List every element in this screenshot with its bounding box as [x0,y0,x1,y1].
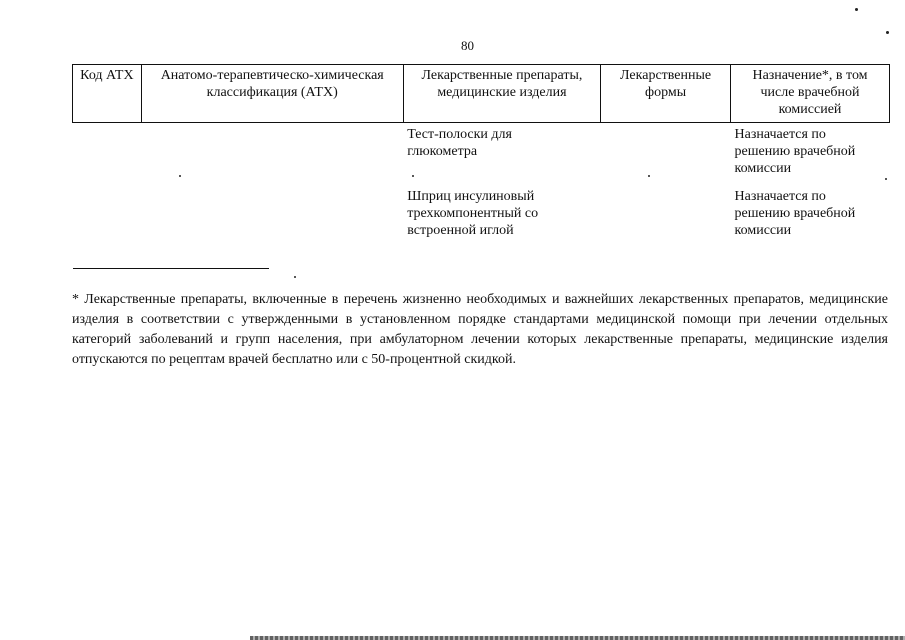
cell-drug-text: Шприц инсулиновый трехкомпонентный со встроенной иглой [407,189,539,238]
cell-drug [403,123,600,189]
cell-purpose-text: Назначается по решению врачебной комиссии [734,127,856,176]
cell-atc-classification [141,188,403,239]
cell-purpose [731,123,890,189]
scan-edge-artifact [250,636,905,640]
footnote-text: * Лекарственные препараты, включенные в перечень жизненно необходимых и важнейших лекарственных препаратов, медицинские изделия в соответствии с утвержденными в установленном порядке стандартами медицинской помощи при лечении отдельных категорий заболеваний и групп населения, при амбулаторном лечении которых лекарственные препараты, медицинские изделия отпускаются по рецептам врачей бесплатно или с 50-процентной скидкой. [72,292,888,367]
cell-drug-text: Тест-полоски для глюкометра [407,127,512,159]
table-row [73,123,890,189]
scan-speck [179,175,181,177]
scan-speck [885,178,887,180]
scan-speck [648,175,650,177]
cell-purpose [731,188,890,239]
page-number: 80 [461,38,474,53]
header-prescription-purpose: Назначение*, в том числе врачебной комиссией [731,65,890,123]
cell-dosage-form [601,188,731,239]
table-row [73,188,890,239]
header-drugs-devices: Лекарственные препараты, медицинские изделия [403,65,600,123]
cell-drug [403,188,600,239]
cell-purpose-text: Назначается по решению врачебной комиссии [734,189,856,238]
scan-speck [855,8,858,11]
header-atc-code: Код АТХ [73,65,142,123]
header-atc-classification: Анатомо-терапевтическо-химическая классификация (АТХ) [141,65,403,123]
table-header-row [73,65,890,123]
cell-dosage-form [601,123,731,189]
cell-atc-code [73,188,142,239]
scan-speck [886,31,889,34]
medication-table [72,64,890,239]
cell-atc-code [73,123,142,189]
scan-speck [294,276,296,278]
footnote-separator [73,268,269,269]
cell-atc-classification [141,123,403,189]
header-dosage-forms: Лекарственные формы [601,65,731,123]
scan-speck [412,175,414,177]
